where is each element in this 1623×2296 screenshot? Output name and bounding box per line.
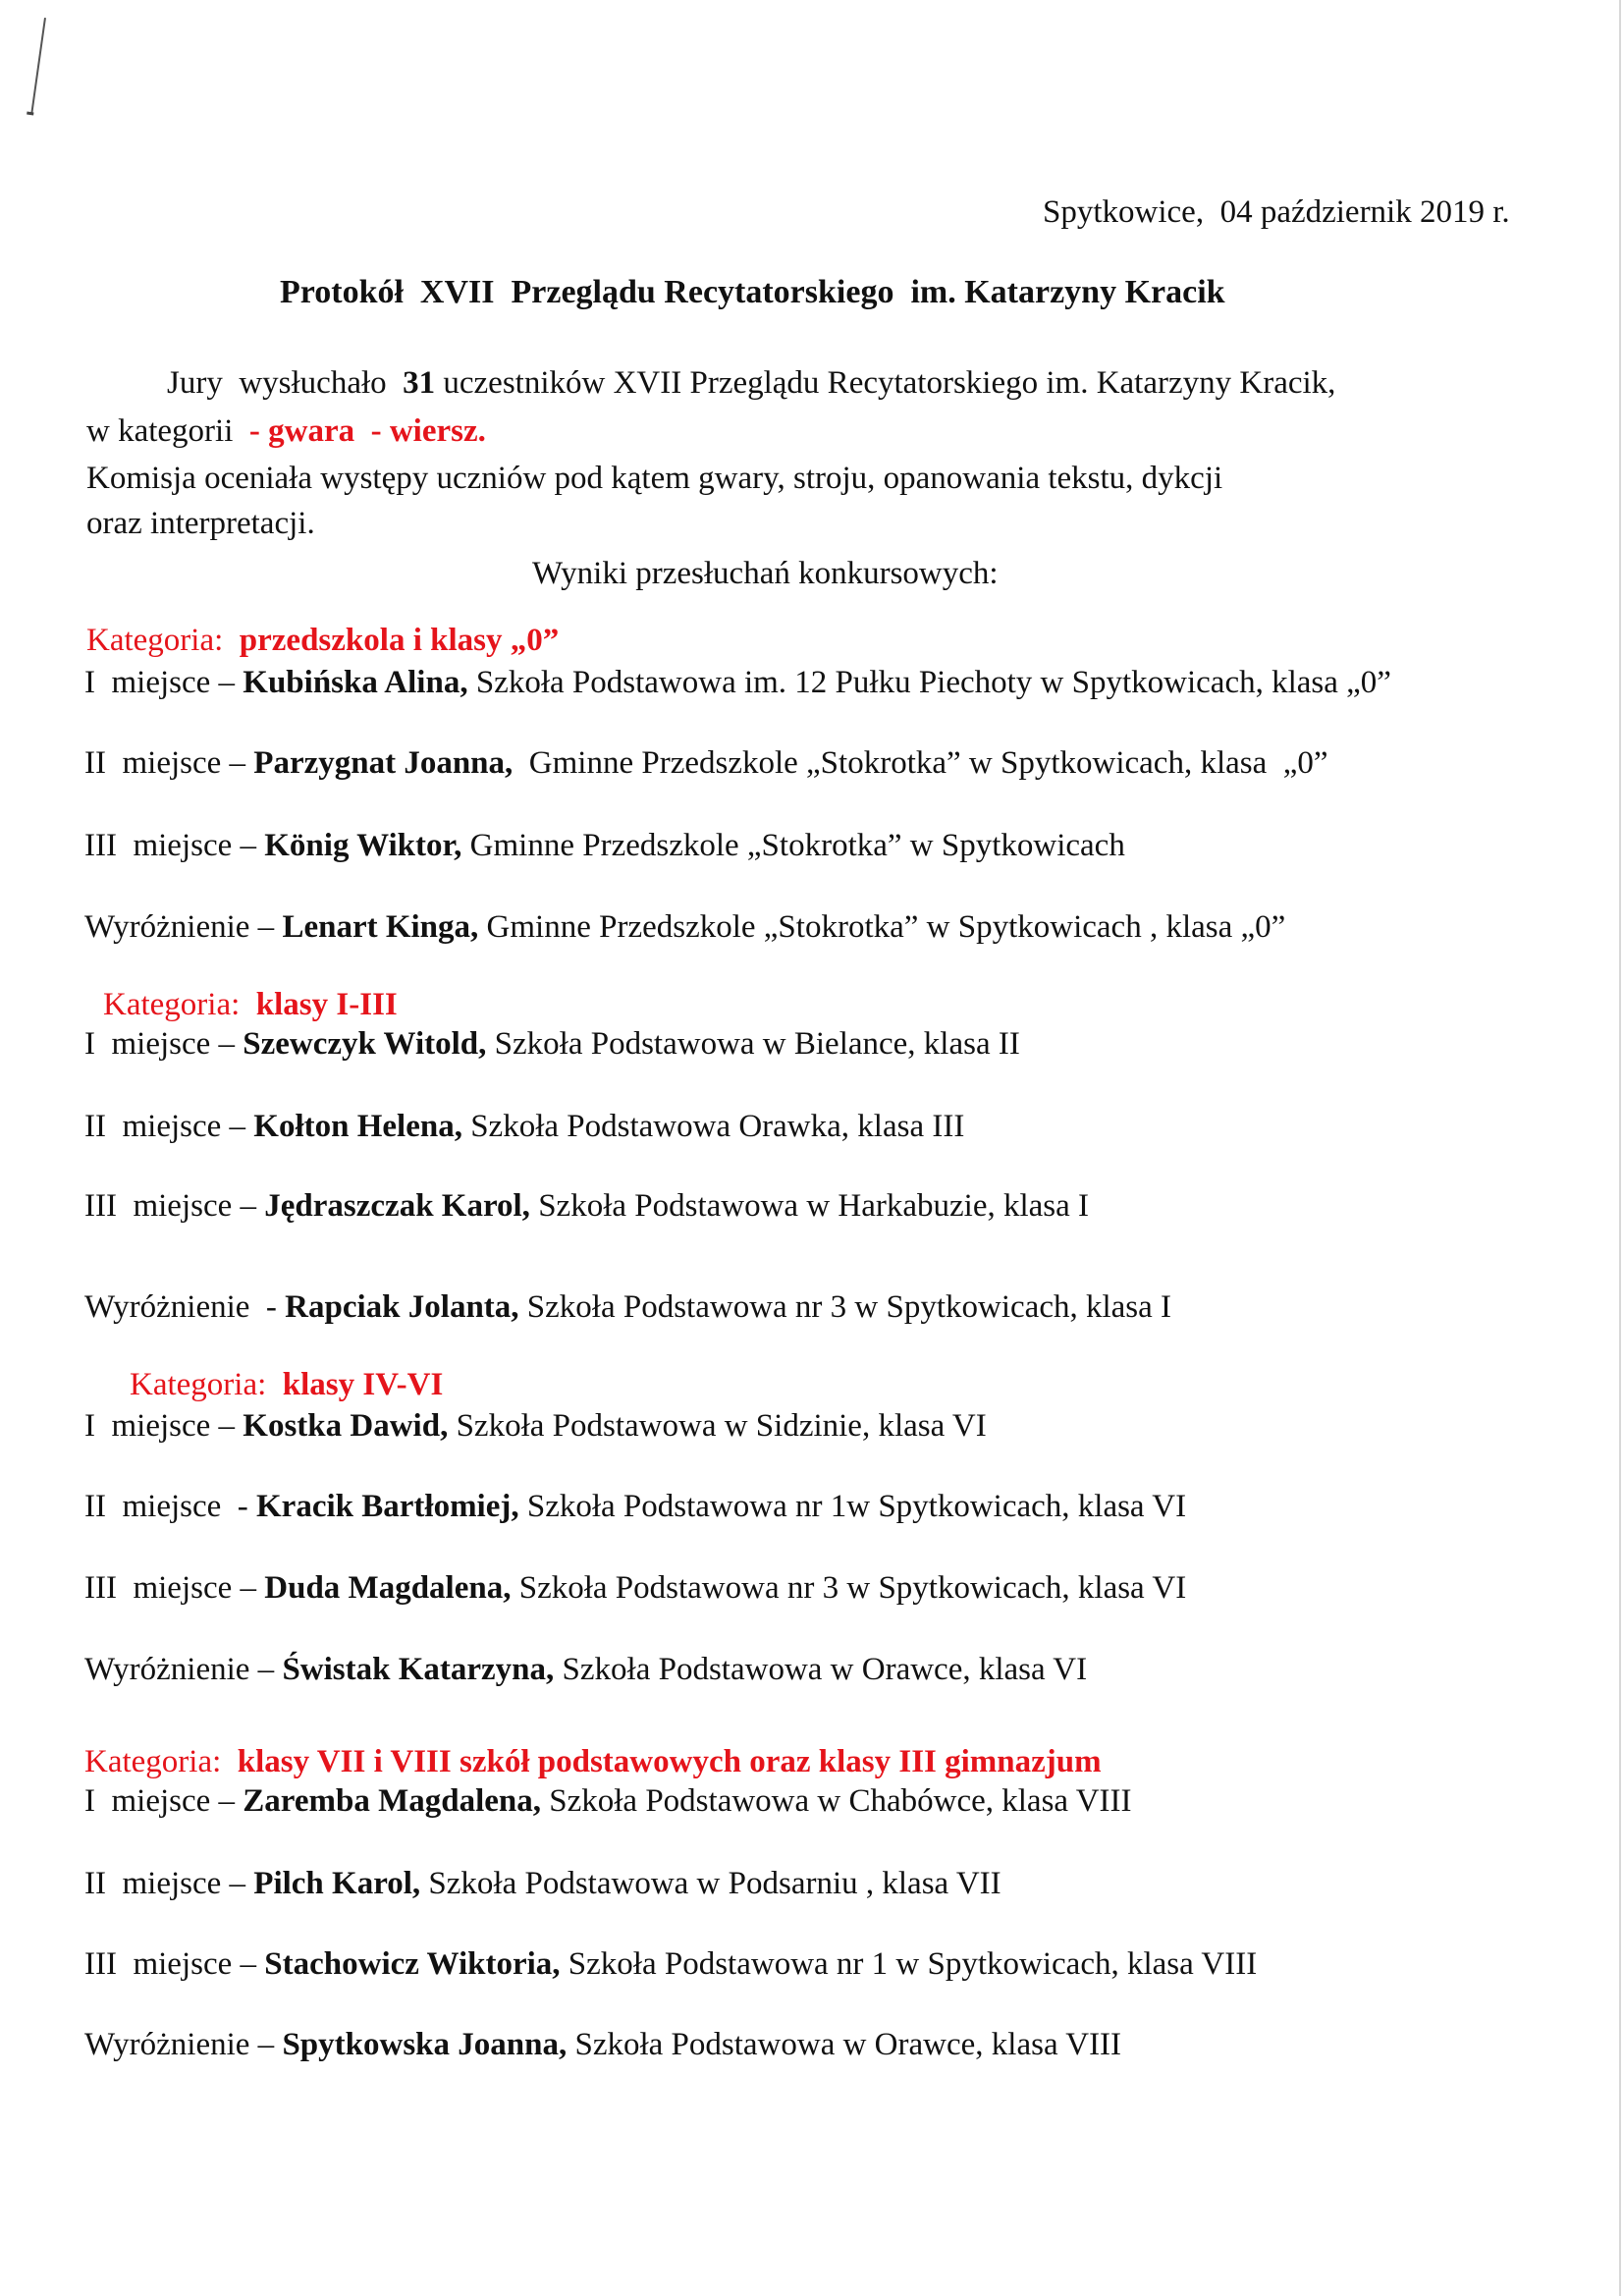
result-place: II miejsce – <box>84 1866 254 1901</box>
category-name: przedszkola i klasy „0” <box>239 623 560 658</box>
result-place: III miejsce – <box>84 1570 265 1606</box>
result-name: Kracik Bartłomiej, <box>256 1489 519 1524</box>
category-label: Kategoria: <box>86 623 240 658</box>
result-place: I miejsce – <box>84 665 243 700</box>
result-name: Świstak Katarzyna, <box>282 1652 555 1687</box>
intro-text: Jury wysłuchało <box>167 365 404 401</box>
intro-text: uczestników XVII Przeglądu Recytatorskiego im. Katarzyny Kracik, <box>435 365 1336 401</box>
result-row <box>84 1024 1020 1064</box>
result-row <box>84 907 1285 947</box>
result-name: Kołton Helena, <box>253 1109 462 1144</box>
result-details: Szkoła Podstawowa w Orawce, klasa VIII <box>567 2027 1122 2062</box>
result-place: II miejsce – <box>84 1109 254 1144</box>
result-name: Duda Magdalena, <box>264 1570 512 1606</box>
category-name: klasy VII i VIII szkół podstawowych oraz klasy III gimnazjum <box>237 1744 1102 1779</box>
result-row <box>84 1406 987 1446</box>
category-heading <box>86 621 559 660</box>
result-details: Szkoła Podstawowa w Podsarniu , klasa VII <box>420 1866 1001 1901</box>
result-name: Lenart Kinga, <box>282 909 479 945</box>
result-name: Zaremba Magdalena, <box>243 1783 542 1819</box>
result-name: Jędraszczak Karol, <box>264 1188 530 1224</box>
result-place: I miejsce – <box>84 1026 243 1062</box>
result-row <box>84 1944 1257 1984</box>
result-details: Gminne Przedszkole „Stokrotka” w Spytkowicach <box>461 828 1125 863</box>
result-name: Kostka Dawid, <box>243 1408 449 1444</box>
category-label: Kategoria: <box>130 1367 283 1402</box>
result-row <box>84 1781 1132 1821</box>
result-place: Wyróżnienie – <box>84 1652 283 1687</box>
result-name: Spytkowska Joanna, <box>282 2027 568 2062</box>
intro-line-1 <box>167 363 1335 403</box>
participants-count: 31 <box>403 365 436 401</box>
category-name: klasy IV-VI <box>282 1367 444 1402</box>
result-details: Szkoła Podstawowa nr 3 w Spytkowicach, klasa I <box>518 1289 1172 1325</box>
result-place: III miejsce – <box>84 1946 265 1982</box>
result-place: II miejsce - <box>84 1489 257 1524</box>
category-name: klasy I-III <box>255 987 398 1022</box>
result-details: Szkoła Podstawowa w Chabówce, klasa VIII <box>541 1783 1132 1819</box>
page-edge-line <box>1619 0 1621 2296</box>
result-details: Szkoła Podstawowa w Orawce, klasa VI <box>554 1652 1088 1687</box>
result-row <box>84 1568 1186 1608</box>
result-place: I miejsce – <box>84 1783 243 1819</box>
result-name: Rapciak Jolanta, <box>285 1289 519 1325</box>
category-highlight: - gwara - wiersz. <box>248 413 486 449</box>
result-name: Parzygnat Joanna, <box>253 745 514 781</box>
result-details: Szkoła Podstawowa nr 3 w Spytkowicach, klasa VI <box>511 1570 1187 1606</box>
result-row <box>84 663 1391 702</box>
result-place: III miejsce – <box>84 828 265 863</box>
result-name: Pilch Karol, <box>253 1866 421 1901</box>
result-details: Szkoła Podstawowa im. 12 Pułku Piechoty w Spytkowicach, klasa „0” <box>467 665 1391 700</box>
category-label: Kategoria: <box>103 987 256 1022</box>
result-row <box>84 1107 964 1146</box>
result-row <box>84 1864 1001 1903</box>
result-details: Szkoła Podstawowa nr 1 w Spytkowicach, klasa VIII <box>560 1946 1258 1982</box>
result-row <box>84 1487 1186 1526</box>
document-title: Protokół XVII Przeglądu Recytatorskiego im. Katarzyny Kracik <box>280 274 1225 310</box>
intro-text: w kategorii <box>86 413 249 449</box>
result-row <box>84 826 1125 865</box>
result-row <box>84 1287 1171 1327</box>
pen-margin-mark <box>30 18 46 113</box>
result-details: Szkoła Podstawowa Orawka, klasa III <box>461 1109 965 1144</box>
category-heading <box>103 985 398 1024</box>
category-heading <box>84 1742 1102 1781</box>
result-place: II miejsce – <box>84 745 254 781</box>
category-heading <box>130 1365 443 1404</box>
result-place: III miejsce – <box>84 1188 265 1224</box>
result-row <box>84 1650 1087 1689</box>
result-place: Wyróżnienie - <box>84 1289 286 1325</box>
result-details: Szkoła Podstawowa w Sidzinie, klasa VI <box>448 1408 987 1444</box>
results-heading: Wyniki przesłuchań konkursowych: <box>532 556 999 591</box>
result-details: Gminne Przedszkole „Stokrotka” w Spytkowicach, klasa „0” <box>513 745 1328 781</box>
result-name: Kubińska Alina, <box>243 665 468 700</box>
intro-line-2 <box>86 411 486 451</box>
result-row <box>84 743 1328 783</box>
result-details: Szkoła Podstawowa w Harkabuzie, klasa I <box>529 1188 1090 1224</box>
result-place: Wyróżnienie – <box>84 2027 283 2062</box>
result-row <box>84 2025 1121 2064</box>
result-details: Szkoła Podstawowa nr 1w Spytkowicach, klasa VI <box>518 1489 1187 1524</box>
place-date: Spytkowice, 04 październik 2019 r. <box>1043 194 1510 230</box>
result-place: I miejsce – <box>84 1408 243 1444</box>
intro-line-3: Komisja oceniała występy uczniów pod kątem gwary, stroju, opanowania tekstu, dykcji <box>86 461 1223 496</box>
result-details: Gminne Przedszkole „Stokrotka” w Spytkowicach , klasa „0” <box>478 909 1286 945</box>
intro-line-4: oraz interpretacji. <box>86 506 315 541</box>
result-name: König Wiktor, <box>264 828 462 863</box>
result-details: Szkoła Podstawowa w Bielance, klasa II <box>486 1026 1020 1062</box>
category-label: Kategoria: <box>84 1744 238 1779</box>
result-name: Stachowicz Wiktoria, <box>264 1946 561 1982</box>
result-place: Wyróżnienie – <box>84 909 283 945</box>
result-row <box>84 1186 1089 1226</box>
result-name: Szewczyk Witold, <box>243 1026 487 1062</box>
